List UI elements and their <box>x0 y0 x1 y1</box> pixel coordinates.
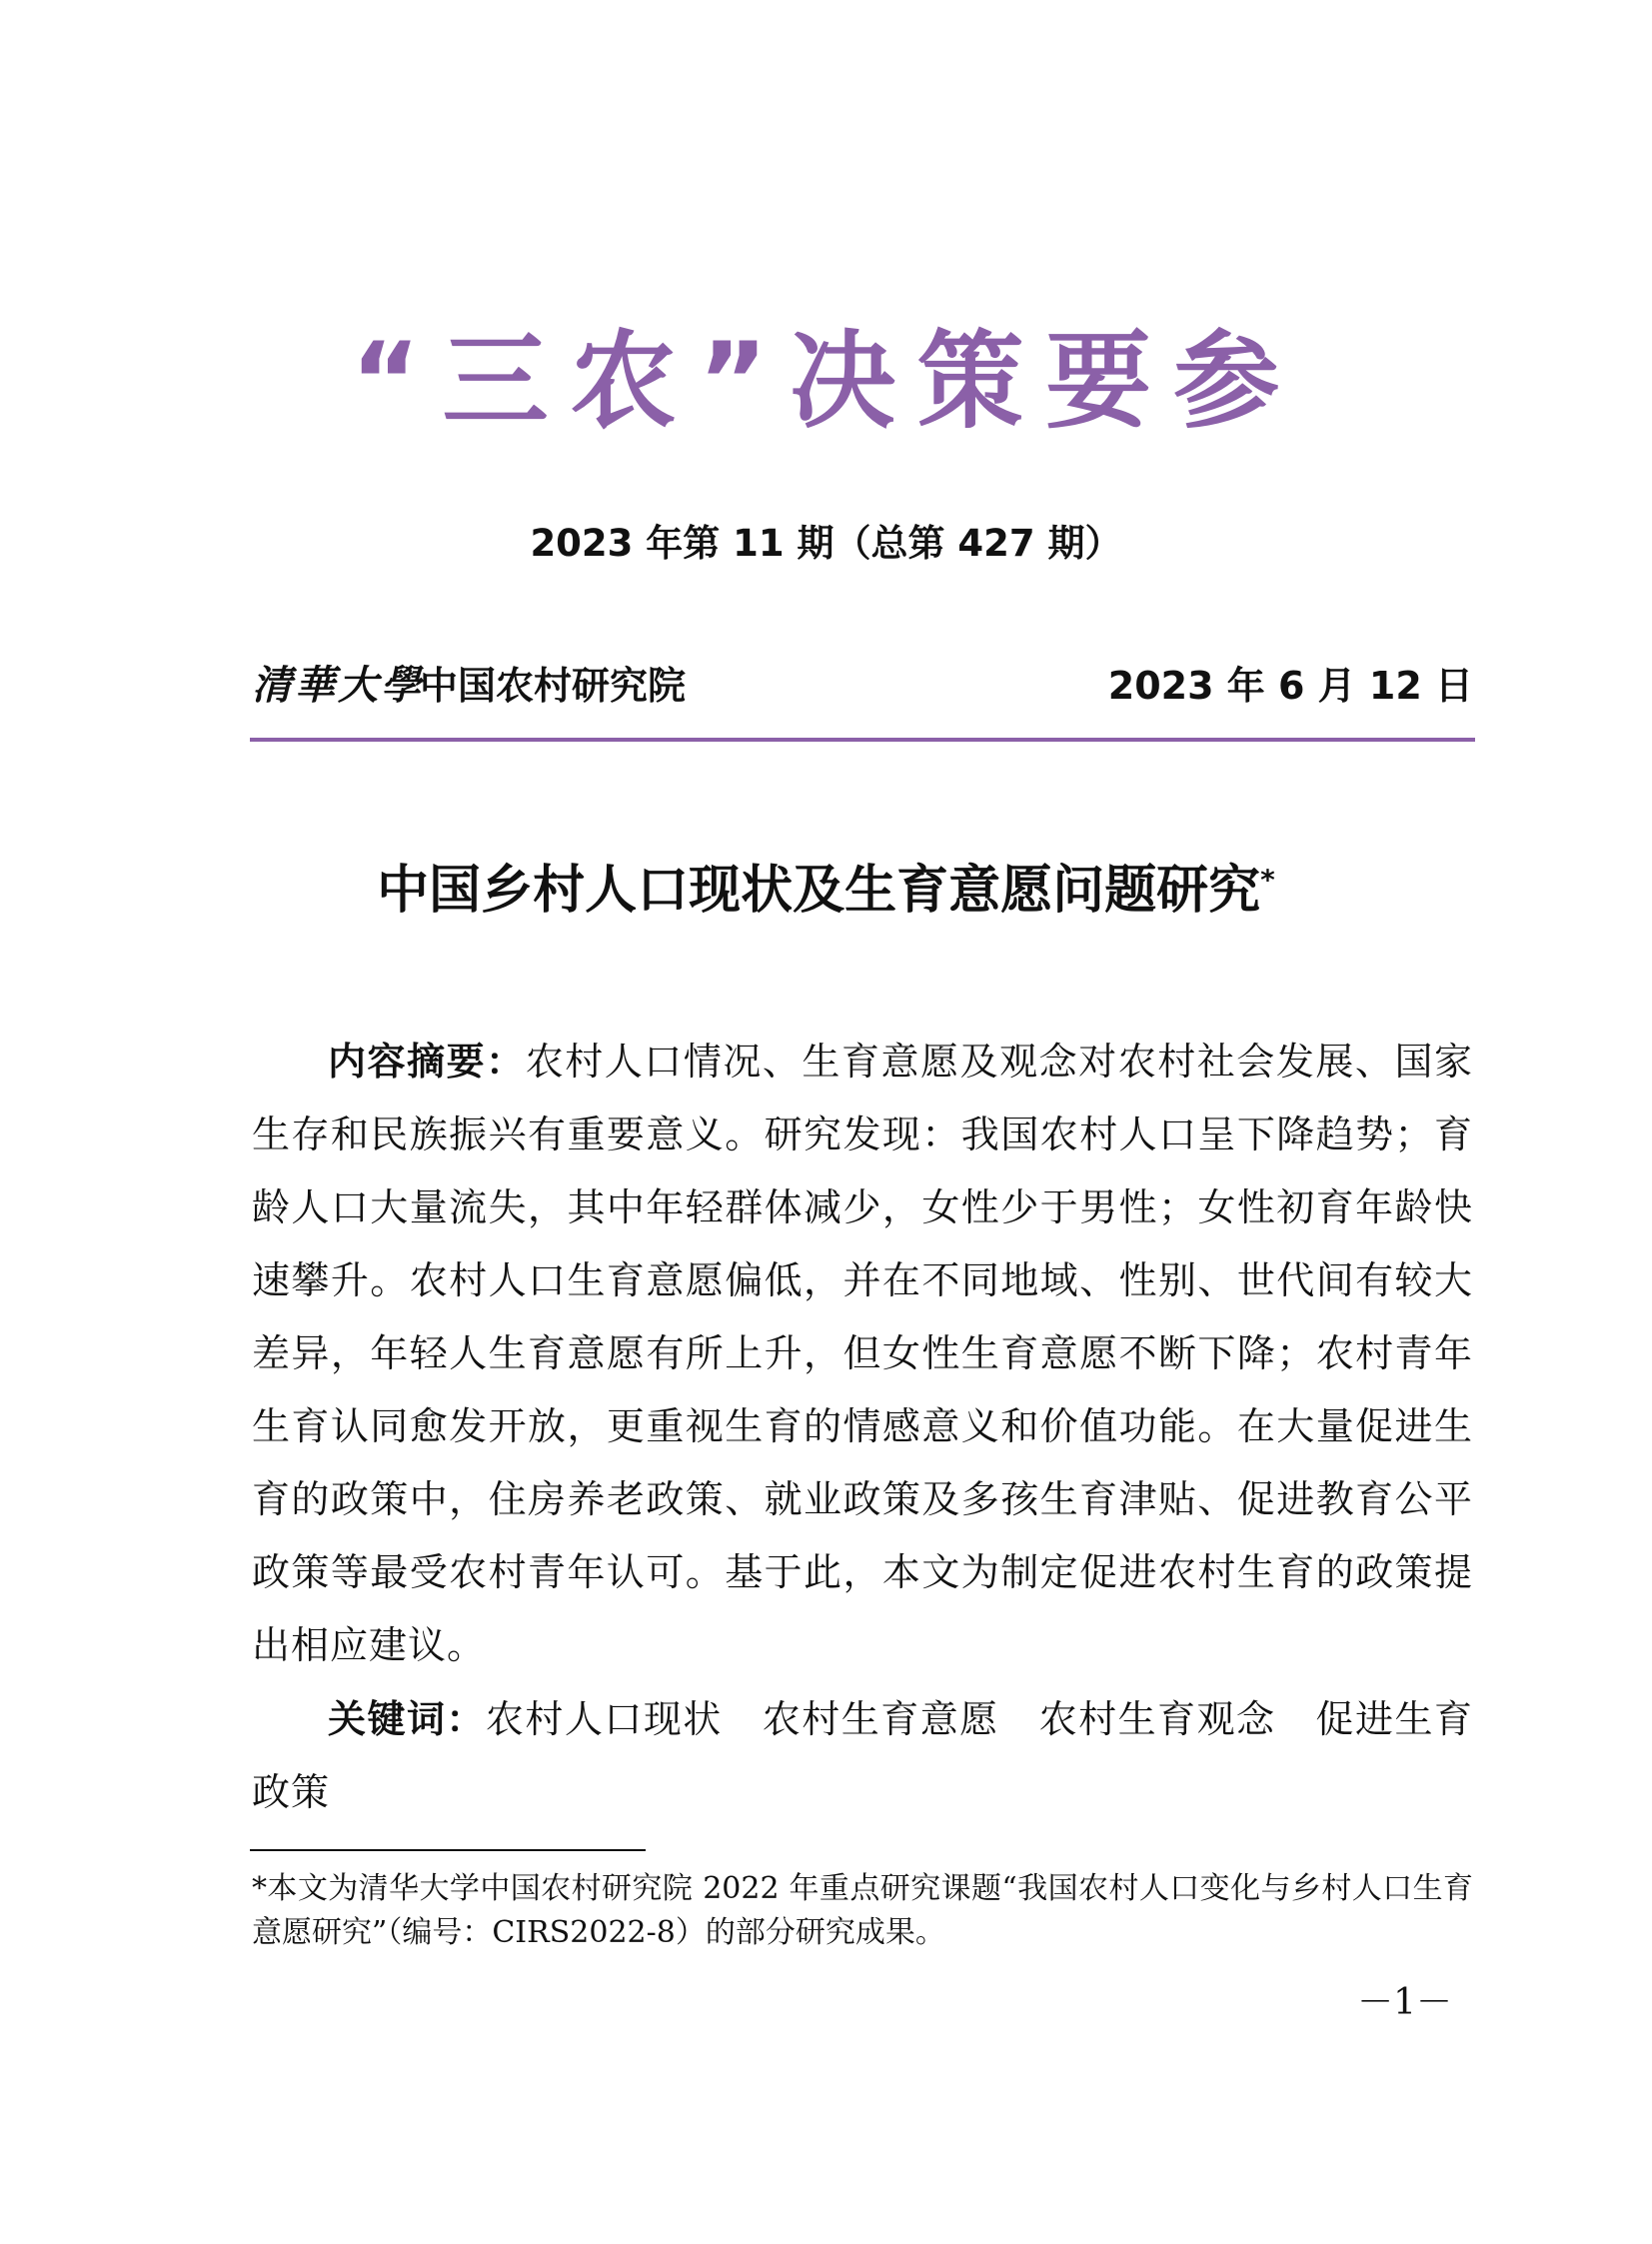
institution-row <box>252 660 1473 712</box>
abstract-text: 农村人口情况、生育意愿及观念对农村社会发展、国家生存和民族振兴有重要意义。研究发现：我国农村人口呈下降趋势；育龄人口大量流失，其中年轻群体减少，女性少于男性；女性初育年龄快速攀升。农村人口生育意愿偏低，并在不同地域、性别、世代间有较大差异，年轻人生育意愿有所上升，但女性生育意愿不断下降；农村青年生育认同愈发开放，更重视生育的情感意义和价值功能。在大量促进生育的政策中，住房养老政策、就业政策及多孩生育津贴、促进教育公平政策等最受农村青年认可。基于此，本文为制定促进农村生育的政策提出相应建议。 <box>252 1040 1473 1667</box>
keywords-paragraph <box>252 1683 1473 1829</box>
article-title-text: 中国乡村人口现状及生育意愿问题研究 <box>377 861 1261 921</box>
header-divider <box>250 738 1475 742</box>
keyword-item: 农村人口现状 <box>485 1697 723 1741</box>
keyword-item: 农村生育意愿 <box>762 1697 999 1741</box>
masthead-title: “三农”决策要参 <box>350 320 1302 443</box>
title-footnote-mark: * <box>1260 863 1275 897</box>
page-number: －1－ <box>1357 1982 1452 2023</box>
footnote-divider <box>250 1849 646 1851</box>
publication-date: 2023 年 6 月 12 日 <box>1107 664 1473 708</box>
university-logo: 清華大學 <box>252 662 424 709</box>
issue-number: 2023 年第 11 期（总第 427 期） <box>530 522 1122 565</box>
institution-name: 中国农村研究院 <box>420 664 687 708</box>
keywords-label: 关键词： <box>328 1697 486 1741</box>
keyword-item: 农村生育观念 <box>1038 1697 1276 1741</box>
article-title <box>0 860 1652 922</box>
footnote: *本文为清华大学中国农村研究院 2022 年重点研究课题“我国农村人口变化与乡村人口生育意愿研究”（编号：CIRS2022-8）的部分研究成果。 <box>252 1871 1473 1950</box>
abstract-label: 内容摘要： <box>328 1040 526 1084</box>
abstract-paragraph <box>252 1026 1473 1682</box>
keyword-item: 促进生育政策 <box>252 1697 1473 1814</box>
